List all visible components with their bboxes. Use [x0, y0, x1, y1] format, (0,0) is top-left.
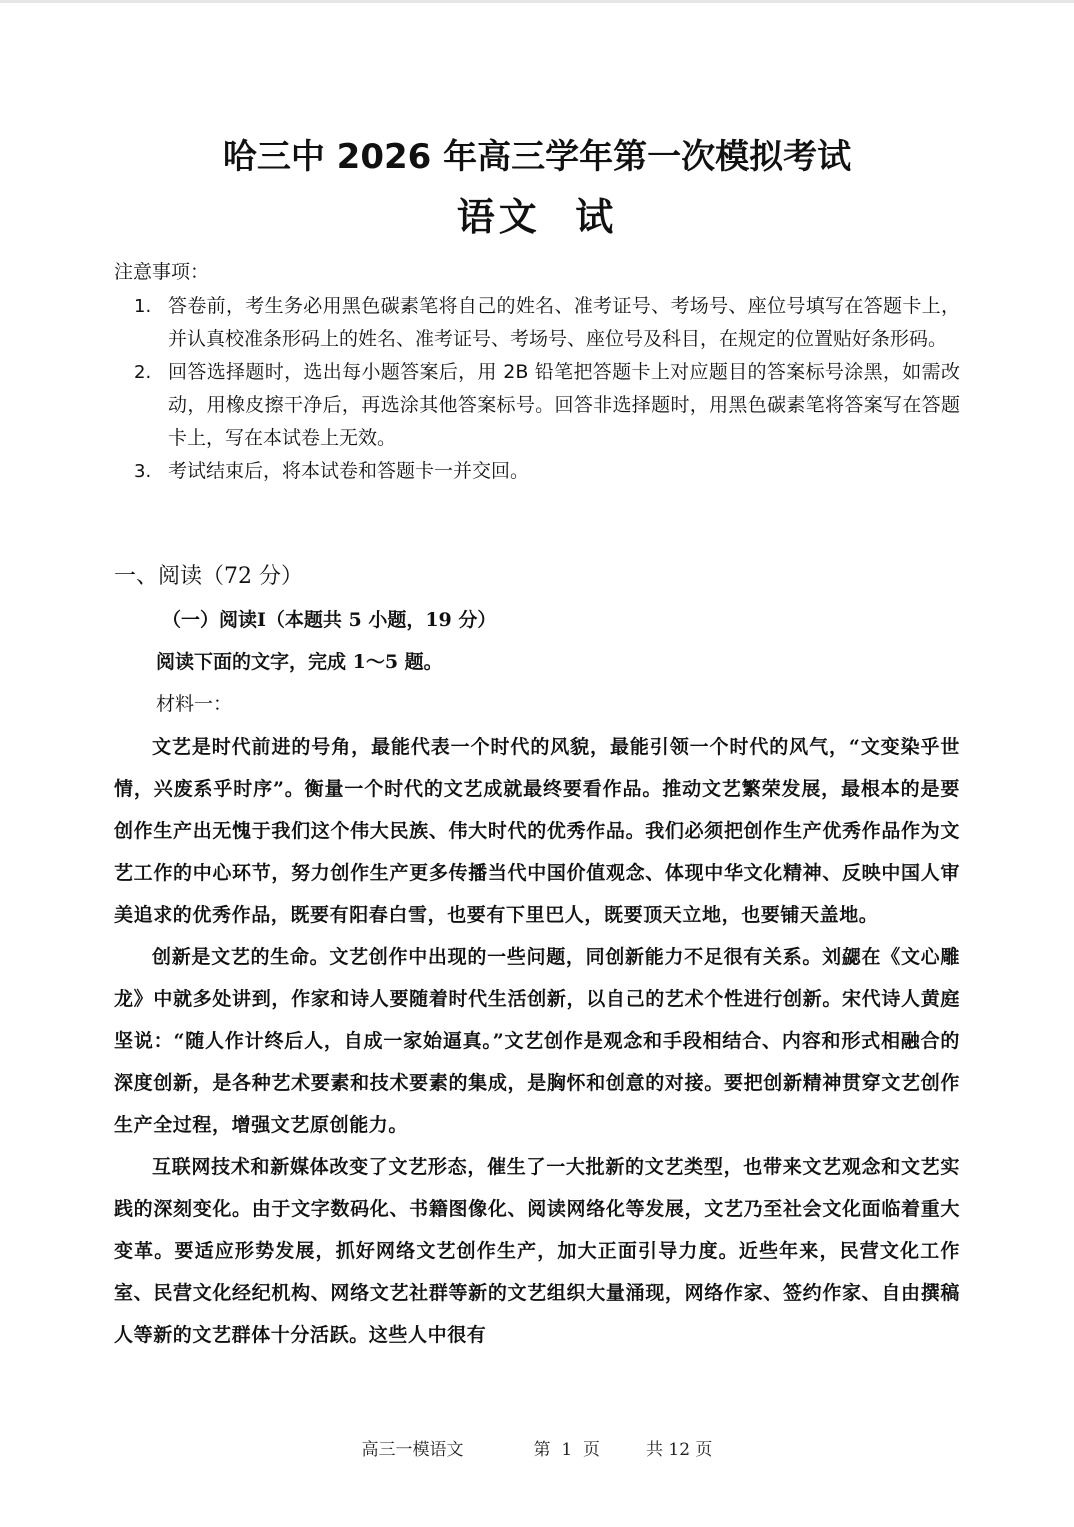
- exam-title: 哈三中 2026 年高三学年第一次模拟考试: [222, 137, 852, 177]
- section-heading: 一、阅读（72 分）: [114, 564, 303, 589]
- notice-number: 2.: [134, 362, 152, 383]
- notice-item: [114, 455, 960, 488]
- notice-item: [114, 356, 960, 455]
- notice-number: 1.: [134, 296, 152, 317]
- notice-text: 考试结束后，将本试卷和答题卡一并交回。: [168, 460, 530, 482]
- passage-paragraph: 文艺是时代前进的号角，最能代表一个时代的风貌，最能引领一个时代的风气，“文变染乎世情，兴废系乎时序”。衡量一个时代的文艺成就最终要看作品。推动文艺繁荣发展，最根本的是要创作生产出无愧于我们这个伟大民族、伟大时代的优秀作品。我们必须把创作生产优秀作品作为文艺工作的中心环节，努力创作生产更多传播当代中国价值观念、体现中华文化精神、反映中国人审美追求的优秀作品，既要有阳春白雪，也要有下里巴人，既要顶天立地，也要铺天盖地。: [114, 736, 960, 926]
- passage-paragraph: 创新是文艺的生命。文艺创作中出现的一些问题，同创新能力不足很有关系。刘勰在《文心雕龙》中就多处讲到，作家和诗人要随着时代生活创新，以自己的艺术个性进行创新。宋代诗人黄庭坚说：“随人作计终后人，自成一家始逼真。”文艺创作是观念和手段相结合、内容和形式相融合的深度创新，是各种艺术要素和技术要素的集成，是胸怀和创意的对接。要把创新精神贯穿文艺创作生产全过程，增强文艺原创能力。: [114, 946, 960, 1136]
- notice-heading: 注意事项：: [114, 261, 210, 283]
- reading-instruction: 阅读下面的文字，完成 1～5 题。: [156, 651, 443, 673]
- exam-subject: 语文 试: [456, 194, 618, 239]
- subsection-heading: （一）阅读Ⅰ（本题共 5 小题，19 分）: [162, 609, 497, 631]
- footer-page-number: 第 1 页: [533, 1440, 600, 1460]
- exam-page: [114, 0, 960, 1527]
- passage-paragraph: 互联网技术和新媒体改变了文艺形态，催生了一大批新的文艺类型，也带来文艺观念和文艺实践的深刻变化。由于文字数码化、书籍图像化、阅读网络化等发展，文艺乃至社会文化面临着重大变革。要适应形势发展，抓好网络文艺创作生产，加大正面引导力度。近些年来，民营文化工作室、民营文化经纪机构、网络文艺社群等新的文艺组织大量涌现，网络作家、签约作家、自由撰稿人等新的文艺群体十分活跃。这些人中很有: [114, 1156, 960, 1346]
- notice-text: 回答选择题时，选出每小题答案后，用 2B 铅笔把答题卡上对应题目的答案标号涂黑，如需改动，用橡皮擦干净后，再选涂其他答案标号。回答非选择题时，用黑色碳素笔将答案写在答题卡上，写在本试卷上无效。: [168, 361, 960, 449]
- reading-passage: [114, 726, 960, 1356]
- notice-item: [114, 290, 960, 356]
- notice-list: [114, 290, 960, 488]
- page-footer: [0, 1437, 1074, 1463]
- material-label: 材料一：: [156, 693, 233, 715]
- notice-text: 答卷前，考生务必用黑色碳素笔将自己的姓名、准考证号、考场号、座位号填写在答题卡上，并认真校准条形码上的姓名、准考证号、考场号、座位号及科目，在规定的位置贴好条形码。: [168, 295, 960, 350]
- footer-total-pages: 共 12 页: [645, 1440, 713, 1460]
- footer-subject: 高三一模语文: [361, 1440, 464, 1460]
- notice-number: 3.: [134, 461, 152, 482]
